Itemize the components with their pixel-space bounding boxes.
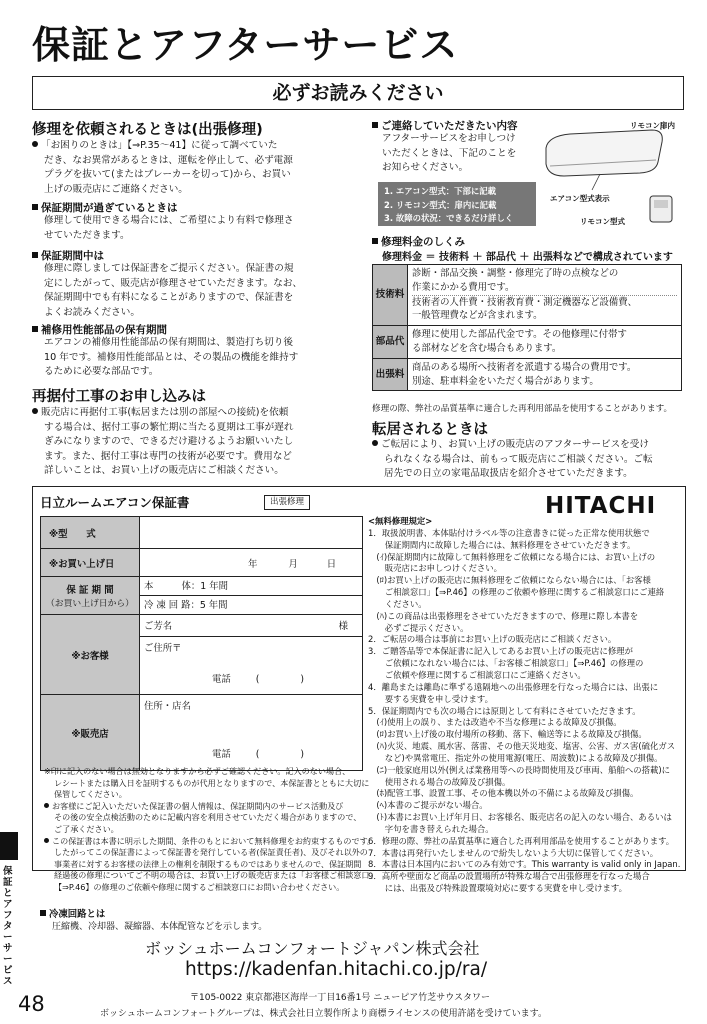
page-title: 保証とアフターサービス [32, 23, 459, 67]
label-ac-model: エアコン型式表示 [550, 194, 610, 203]
must-read-banner: 必ずお読みください [32, 76, 684, 110]
support-url[interactable]: https://kadenfan.hitachi.co.jp/ra/ [185, 959, 488, 980]
fee-key-parts: 部品代 [373, 326, 408, 359]
hitachi-logo: HITACHI [545, 493, 657, 519]
side-tab-marker [0, 832, 18, 860]
side-tab-label: 保証とアフターサービス [3, 866, 13, 987]
dealer-field[interactable]: 住所・店名 電話 ( ) [140, 695, 363, 771]
reinstall-text: 販売店に再据付工事(転居または別の部屋への接続)を依頼 する場合は、据付工事の繁忙期に当たる夏期は工事が遅れ ぎみになりますので、できるだけ避けるようお願いいたし ます。また、据付工事は専門の技術が必要です。費用など 詳しいことは、お買い上げの販売店にご相談ください。 [32, 406, 293, 479]
onsite-badge: 出張修理 [264, 495, 310, 510]
warranty-notes: ※印に記入のない場合は無効となりますから必ずご確認ください。記入のない場合、 レシートまたは購入日を証明するものが代用となりますので、本保証書とともに大切に 保管してください。 お客様にご記入いただいた保証書の個人情報は、保証期間内のサービス活動及び その後の安全点検活動のために記載内容を利用させていただく場合がありますので、 ご了承ください。 この保証書は本書に明示した期間、条件のもとにおいて無料修理をお約束するものです。 したがってこの保証書によって保証書を発行している者(保証責任者)、及びそれ以外の 事業者に対するお客様の法律上の権利を制限するものではありませんので、保証期間 経過後の修理についてご不明の場合は、お買い上げの販売店または「お客様ご相談窓口」 【⇒P.46】の修理のご依頼や修理に関するご相談窓口にお問い合わせください。 [44, 766, 378, 892]
date-label: ※お買い上げ日 [41, 549, 140, 577]
period-label: 保 証 期 間 （お買い上げ日から） [41, 577, 140, 615]
contact-heading: ご連絡していただきたい内容 [372, 118, 518, 133]
dealer-label: ※販売店 [41, 695, 140, 771]
table-row [41, 577, 363, 615]
parts-text: エアコンの補修用性能部品の保有期間は、製造打ち切り後 10 年です。補修用性能部品とは、その製品の機能を維持す るために必要な部品です。 [44, 337, 299, 378]
aircon-illustration [540, 118, 690, 230]
warranty-title: 日立ルームエアコン保証書 [40, 495, 190, 510]
fee-desc-parts: 修理に使用した部品代金です。その他修理に付帯す る部材などを含む場合もあります。 [408, 326, 682, 359]
table-row [41, 695, 363, 771]
customer-field[interactable]: ご芳名 様 ご住所〒 電話 ( ) [140, 615, 363, 695]
period-field: 本 体：1 年間 冷 凍 回 路：5 年間 [140, 577, 363, 615]
contact-text: アフターサービスをお申しつけ いただくときは、下記のことを お知らせください。 [382, 133, 517, 174]
reinstall-heading: 再据付工事のお申し込みは [32, 389, 206, 405]
fee-note: 修理の際、弊社の品質基準に適合した再利用部品を使用することがあります。 [372, 404, 673, 414]
expired-heading: 保証期間が過ぎているときは [32, 200, 178, 215]
table-row [373, 326, 682, 359]
fee-desc-trip: 商品のある場所へ技術者を派遣する場合の費用です。 別途、駐車料金をいただく場合があります。 [408, 358, 682, 391]
free-repair-rules: <無料修理規定> 1．取扱説明書、本体貼付けラベル等の注意書きに従った正常な使用状態で 保証期間内に故障した場合には、無料修理をさせていただきます。 (ｲ)保証期間内に故障して無料修理をご依頼になる場合には、お買い上げの 販売店にお申しつけください。 (ﾛ)お買い上げの販売店に無料修理をご依頼にならない場合には、「お客様 ご相談窓口」【⇒P.46】の修理のご依頼や修理に関するご相談窓口にご連絡 ください。 (ﾊ)この商品は出張修理をさせていただきますので、修理に際し本書を 必ずご提示ください。 2．ご転居の場合は事前にお買い上げの販売店にご相談ください。 3．ご贈答品等で本保証書に記入してあるお買い上げの販売店に修理が ご依頼になれない場合には、「お客様ご相談窓口」【⇒P.46】の修理の ご依頼や修理に関するご相談窓口にご連絡ください。 4．離島または離島に準ずる遠隔地への出張修理を行なった場合には、出張に 要する実費を申し受けます。 5．保証期間内でも次の場合には原則として有料にさせていただきます。 (ｲ)使用上の誤り、または改造や不当な修理による故障及び損傷。 (ﾛ)お買い上げ後の取付場所の移動、落下、輸送等による故障及び損傷。 (ﾊ)火災、地震、風水害、落雷、その他天災地変、塩害、公害、ガス害(硫化ガス など)や異常電圧、指定外の使用電源(電圧、周波数)による故障及び損傷。 (ﾆ)一般家庭用以外(例えば業務用等への長時間使用及び車両、船舶への搭載)に 使用される場合の故障及び損傷。 (ﾎ)配管工事、設置工事、その他本機以外の不備による故障及び損傷。 (ﾍ)本書のご提示がない場合。 (ﾄ)本書にお買い上げ年月日、お客様名、販売店名の記入のない場合、あるいは 字句を書き替えられた場合。 6．修理の際、弊社の品質基準に適合した再利用部品を使用することがあります。 7．本書は再発行いたしませんので紛失しないよう大切に保管してください。 8．本書は日本国内においてのみ有効です。This warranty is valid only in Japan. 9．高所や壁面など商品の設置場所が特殊な場合で出張修理を行なった場合 には、出張及び特殊設置環境対応に要する実費を申し受けます。 [368, 516, 681, 894]
table-row [41, 517, 363, 549]
cold-text: 圧縮機、冷却器、凝縮器、本体配管などを示します。 [52, 922, 268, 932]
cold-heading: 冷凍回路とは [40, 906, 105, 920]
fee-desc-tech: 診断・部品交換・調整・修理完了時の点検などの 作業にかかる費用です。 技術者の人件費・技術教育費・測定機器など設備費、 一般管理費などが含まれます。 [408, 265, 682, 326]
customer-label: ※お客様 [41, 615, 140, 695]
fee-formula: 修理料金 ＝ 技術料 ＋ 部品代 ＋ 出張料などで構成されています [382, 252, 673, 263]
contact-items: 1. エアコン型式：下部に記載 2. リモコン型式：扉内に記載 3. 故障の状況：できるだけ詳しく [378, 182, 536, 226]
license-note: ボッシュホームコンフォートグループは、株式会社日立製作所より商標ライセンスの使用許諾を受けています。 [100, 1009, 547, 1019]
move-heading: 転居されるときは [372, 422, 488, 438]
table-row [373, 358, 682, 391]
company-address: 〒105-0022 東京都港区海岸一丁目16番1号 ニューピア竹芝サウスタワー [190, 993, 490, 1003]
move-text: ご転居により、お買い上げの販売店のアフターサービスを受け られなくなる場合は、前もって販売店にご相談ください。ご転 居先での日立の家電品取扱店を紹介させていただきます。 [372, 438, 653, 482]
repair-intro: 「お困りのときは」【⇒P.35～41】に従って調べていた だき、なお異常があるときは、運転を停止して、必ず電源 プラグを抜いて(またはブレーカーを切って)から、お買い 上げの販売店にご連絡ください。 [32, 139, 362, 197]
warranty-form [40, 516, 363, 771]
company-name: ボッシュホームコンフォートジャパン株式会社 [145, 939, 480, 958]
table-row [41, 549, 363, 577]
expired-text: 修理して使用できる場合には、ご希望により有料で修理さ せていただきます。 [44, 215, 294, 241]
within-heading: 保証期間中は [32, 248, 104, 263]
page-number: 48 [18, 992, 45, 1016]
repair-heading: 修理を依頼されるときは(出張修理) [32, 122, 263, 138]
fee-table [372, 264, 682, 391]
date-field[interactable]: 年 月 日 [140, 549, 363, 577]
label-remote-inside: リモコン扉内 [630, 121, 675, 130]
fee-heading: 修理料金のしくみ [372, 234, 465, 249]
model-field[interactable] [140, 517, 363, 549]
table-row [373, 265, 682, 326]
fee-key-trip: 出張料 [373, 358, 408, 391]
fee-key-tech: 技術料 [373, 265, 408, 326]
parts-heading: 補修用性能部品の保有期間 [32, 322, 167, 337]
within-text: 修理に際しましては保証書をご提示ください。保証書の規 定にしたがって、販売店が修理させていただきます。なお、 保証期間中でも有料になることがありますので、保証書を よくお読みください。 [44, 263, 303, 318]
table-row [41, 615, 363, 695]
model-label: ※型 式 [41, 517, 140, 549]
label-remote-model: リモコン型式 [580, 217, 625, 226]
